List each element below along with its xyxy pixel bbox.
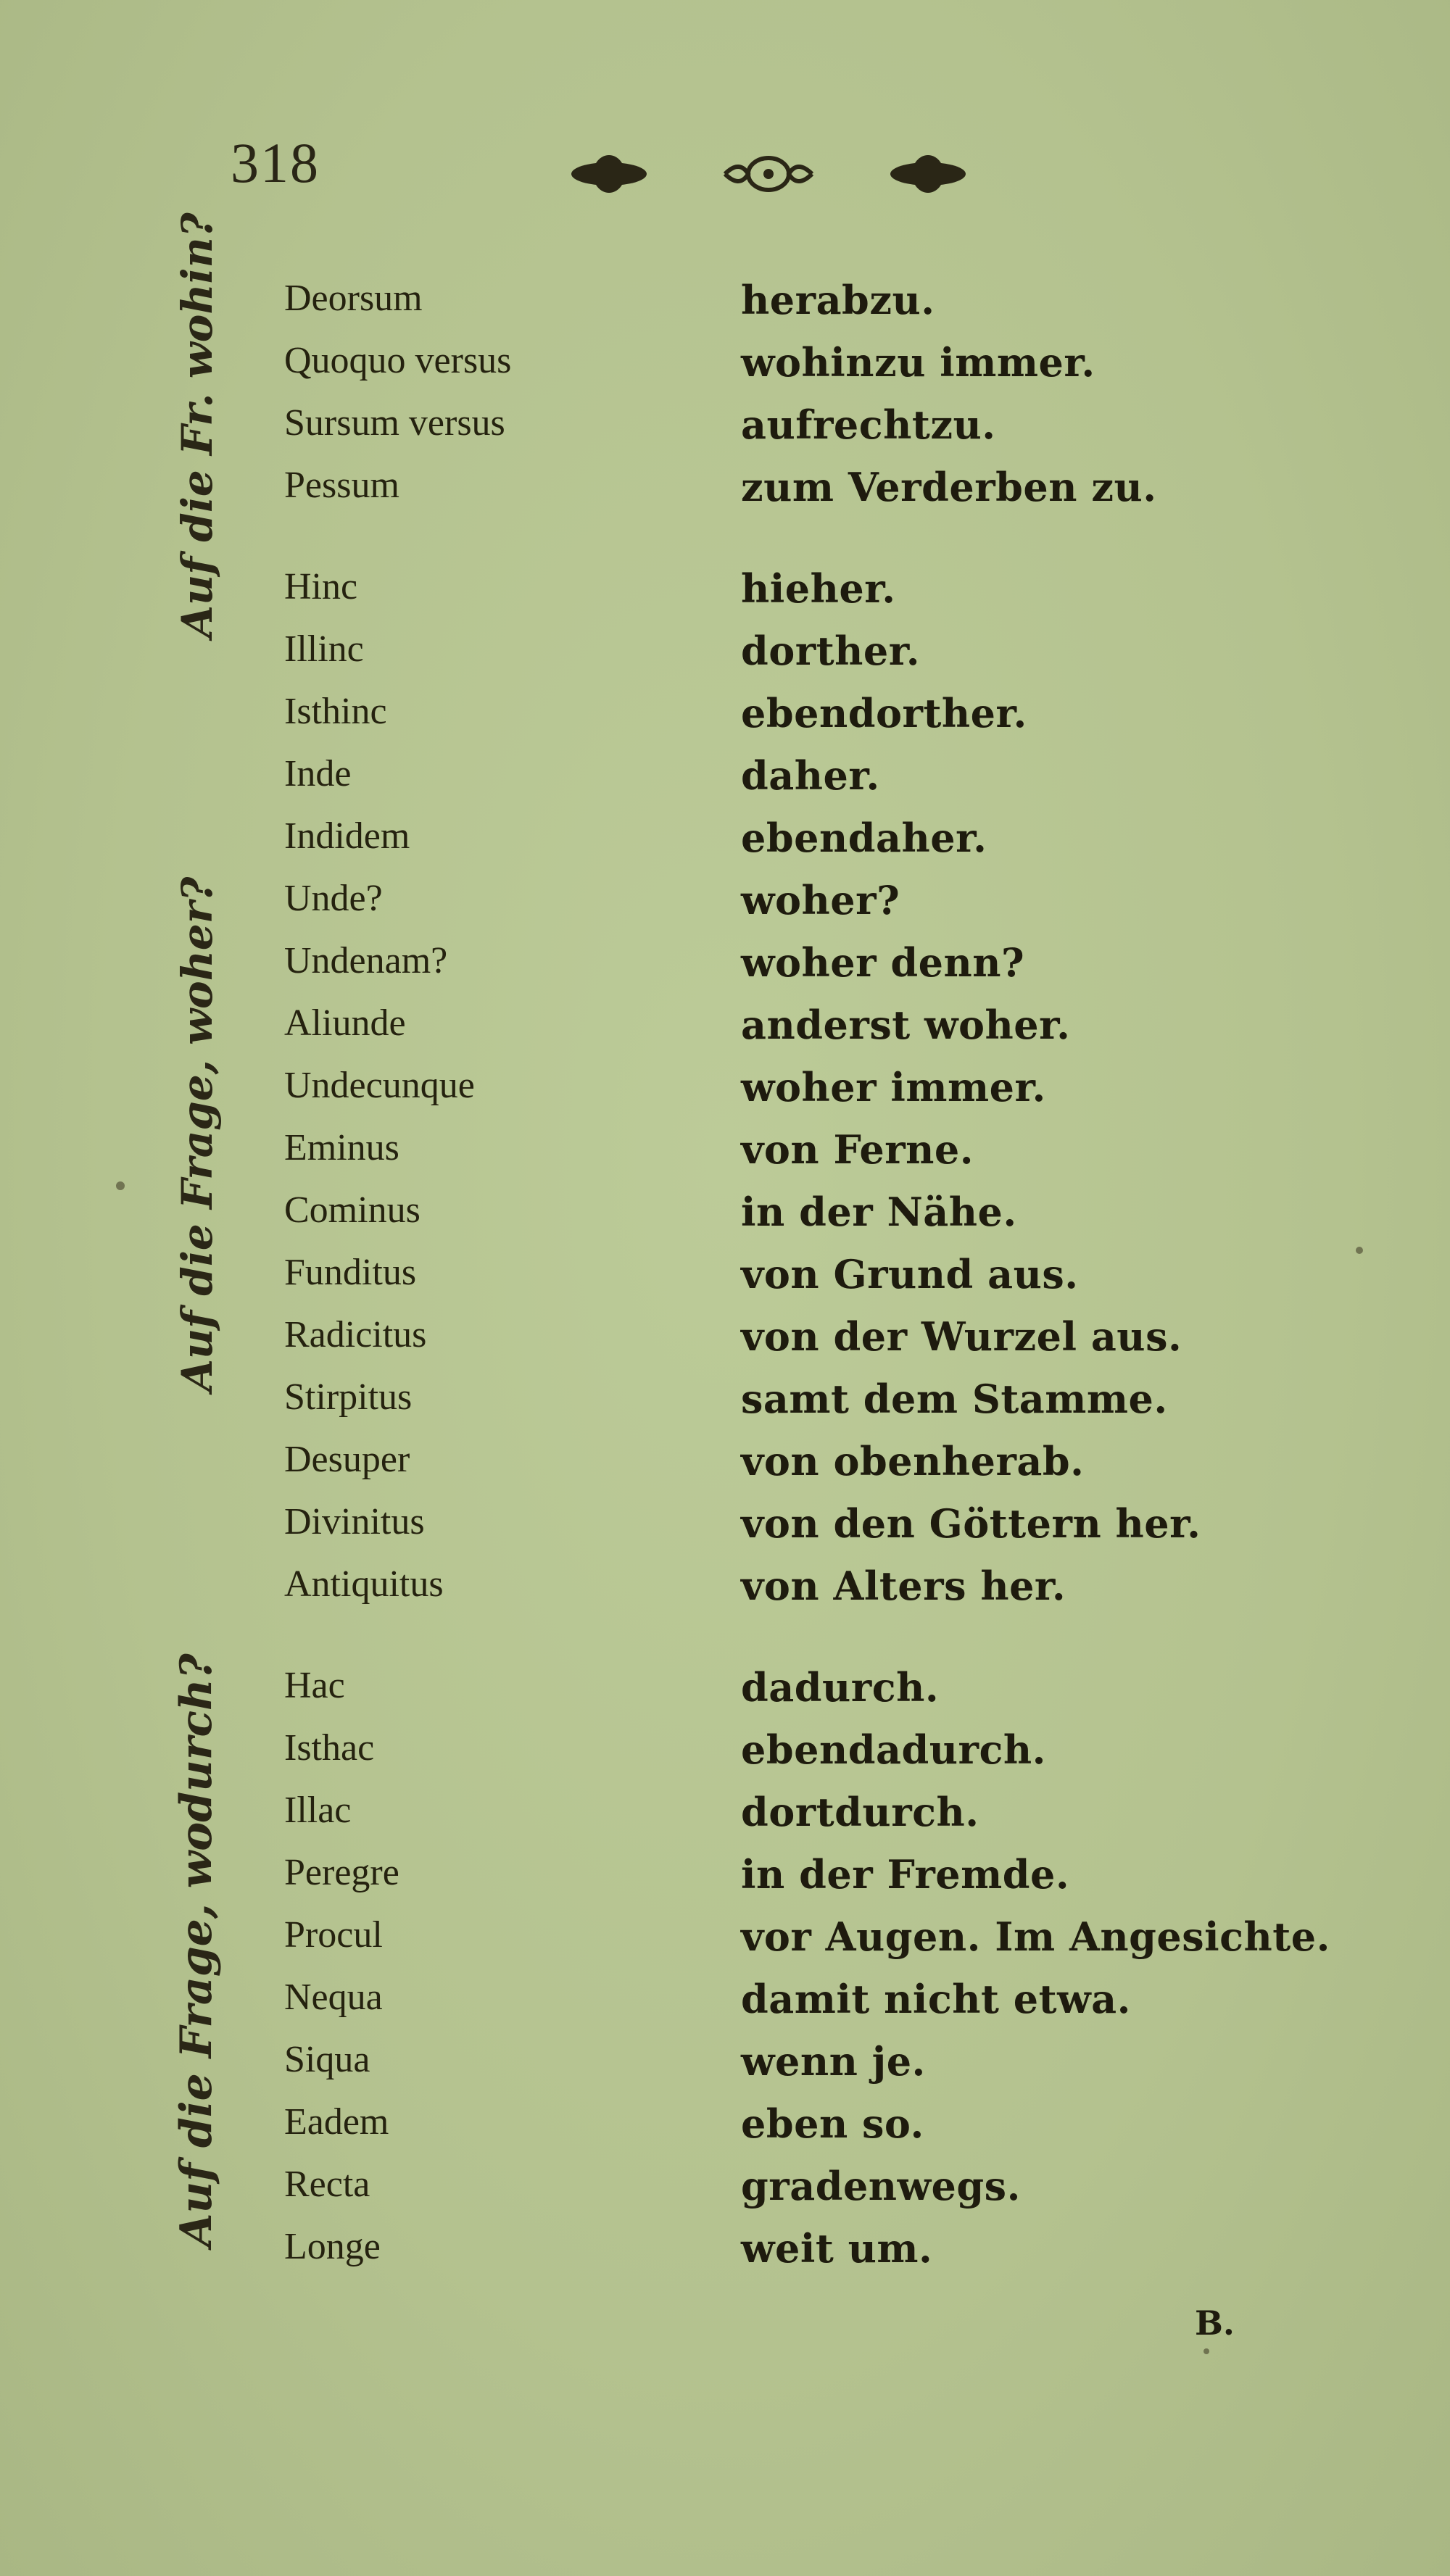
vocab-entry (0, 1976, 1450, 2040)
side-question-label: Auf die Frage, woher? (173, 876, 222, 1392)
latin-term: Antiquitus (284, 1563, 444, 1605)
latin-term: Quoquo versus (284, 340, 512, 381)
latin-term: Peregre (284, 1852, 399, 1893)
vocab-entry (0, 1914, 1450, 1977)
german-translation: zum Verderben zu. (741, 464, 1157, 510)
latin-term: Indidem (284, 815, 410, 857)
german-translation: daher. (741, 752, 880, 799)
latin-term: Nequa (284, 1977, 383, 2018)
side-question-label: Auf die Frage, wodurch? (171, 1653, 222, 2247)
latin-term: Isthinc (284, 691, 387, 732)
german-translation: anderst woher. (741, 1002, 1071, 1048)
german-translation: woher denn? (741, 939, 1025, 986)
paper-speck (116, 1181, 125, 1190)
german-translation: wohinzu immer. (741, 339, 1095, 386)
german-translation: herabzu. (741, 277, 935, 323)
latin-term: Deorsum (284, 278, 423, 319)
latin-term: Inde (284, 753, 352, 794)
german-translation: ebendadurch. (741, 1727, 1046, 1773)
german-translation: dorther. (741, 628, 921, 674)
signature-mark: B. (1195, 2303, 1235, 2343)
vocab-entry (0, 752, 1450, 816)
german-translation: dadurch. (741, 1664, 940, 1711)
german-translation: gradenwegs. (741, 2163, 1021, 2209)
vocab-entry (0, 1189, 1450, 1252)
vocab-entry (0, 1126, 1450, 1190)
latin-term: Procul (284, 1914, 383, 1956)
vocab-entry (0, 1002, 1450, 1065)
latin-term: Undenam? (284, 940, 448, 981)
german-translation: woher? (741, 877, 900, 923)
german-translation: von den Göttern her. (741, 1500, 1201, 1547)
german-translation: in der Fremde. (741, 1851, 1070, 1898)
latin-term: Hac (284, 1665, 345, 1706)
latin-term: Radicitus (284, 1314, 427, 1355)
vocab-entry (0, 464, 1450, 528)
vocab-entry (0, 1376, 1450, 1439)
latin-term: Divinitus (284, 1501, 425, 1542)
page-number: 318 (231, 131, 320, 194)
german-translation: von Alters her. (741, 1563, 1066, 1609)
paper-speck (1356, 1247, 1363, 1254)
vocab-entry (0, 2038, 1450, 2102)
latin-term: Sursum versus (284, 402, 505, 444)
latin-term: Longe (284, 2226, 381, 2267)
latin-term: Aliunde (284, 1002, 406, 1044)
ornament-divider (566, 145, 972, 203)
side-question-label: Auf die Fr. wohin? (173, 212, 222, 638)
german-translation: damit nicht etwa. (741, 1976, 1131, 2022)
latin-term: Funditus (284, 1252, 417, 1293)
vocab-entry (0, 1438, 1450, 1502)
vocab-entry (0, 1851, 1450, 1915)
vocab-entry (0, 2163, 1450, 2227)
german-translation: eben so. (741, 2101, 924, 2147)
vocab-entry (0, 815, 1450, 878)
vocab-entry (0, 339, 1450, 403)
latin-term: Hinc (284, 566, 358, 607)
vocab-entry (0, 877, 1450, 941)
vocab-entry (0, 1251, 1450, 1315)
german-translation: vor Augen. Im Angesichte. (741, 1914, 1330, 1960)
latin-term: Isthac (284, 1727, 375, 1769)
latin-term: Cominus (284, 1189, 420, 1231)
latin-term: Eminus (284, 1127, 399, 1168)
vocab-entry (0, 1664, 1450, 1728)
german-translation: ebendaher. (741, 815, 987, 861)
german-translation: ebendorther. (741, 690, 1027, 736)
german-translation: wenn je. (741, 2038, 926, 2085)
german-translation: von Grund aus. (741, 1251, 1079, 1297)
german-translation: dortdurch. (741, 1789, 979, 1835)
vocab-entry (0, 277, 1450, 341)
vocab-entry (0, 565, 1450, 629)
latin-term: Desuper (284, 1439, 410, 1480)
latin-term: Unde? (284, 878, 383, 919)
vocab-entry (0, 1313, 1450, 1377)
vocab-entry (0, 2225, 1450, 2289)
german-translation: weit um. (741, 2225, 933, 2272)
vocab-entry (0, 1789, 1450, 1853)
vocab-entry (0, 690, 1450, 754)
german-translation: in der Nähe. (741, 1189, 1017, 1235)
german-translation: von Ferne. (741, 1126, 974, 1173)
german-translation: von obenherab. (741, 1438, 1085, 1484)
german-translation: woher immer. (741, 1064, 1046, 1110)
vocab-entry (0, 939, 1450, 1003)
latin-term: Siqua (284, 2039, 370, 2080)
vocab-entry (0, 628, 1450, 691)
paper-speck (1204, 2348, 1209, 2354)
german-translation: samt dem Stamme. (741, 1376, 1168, 1422)
german-translation: aufrechtzu. (741, 402, 996, 448)
german-translation: hieher. (741, 565, 896, 612)
vocab-entry (0, 1500, 1450, 1564)
latin-term: Recta (284, 2164, 370, 2205)
latin-term: Pessum (284, 465, 399, 506)
vocab-entry (0, 1064, 1450, 1128)
vocab-entry (0, 2101, 1450, 2164)
german-translation: von der Wurzel aus. (741, 1313, 1182, 1360)
vocab-entry (0, 1727, 1450, 1790)
latin-term: Illac (284, 1790, 352, 1831)
vocab-entry (0, 402, 1450, 465)
latin-term: Illinc (284, 628, 364, 670)
latin-term: Eadem (284, 2101, 389, 2143)
latin-term: Stirpitus (284, 1376, 413, 1418)
latin-term: Undecunque (284, 1065, 475, 1106)
vocab-entry (0, 1563, 1450, 1626)
